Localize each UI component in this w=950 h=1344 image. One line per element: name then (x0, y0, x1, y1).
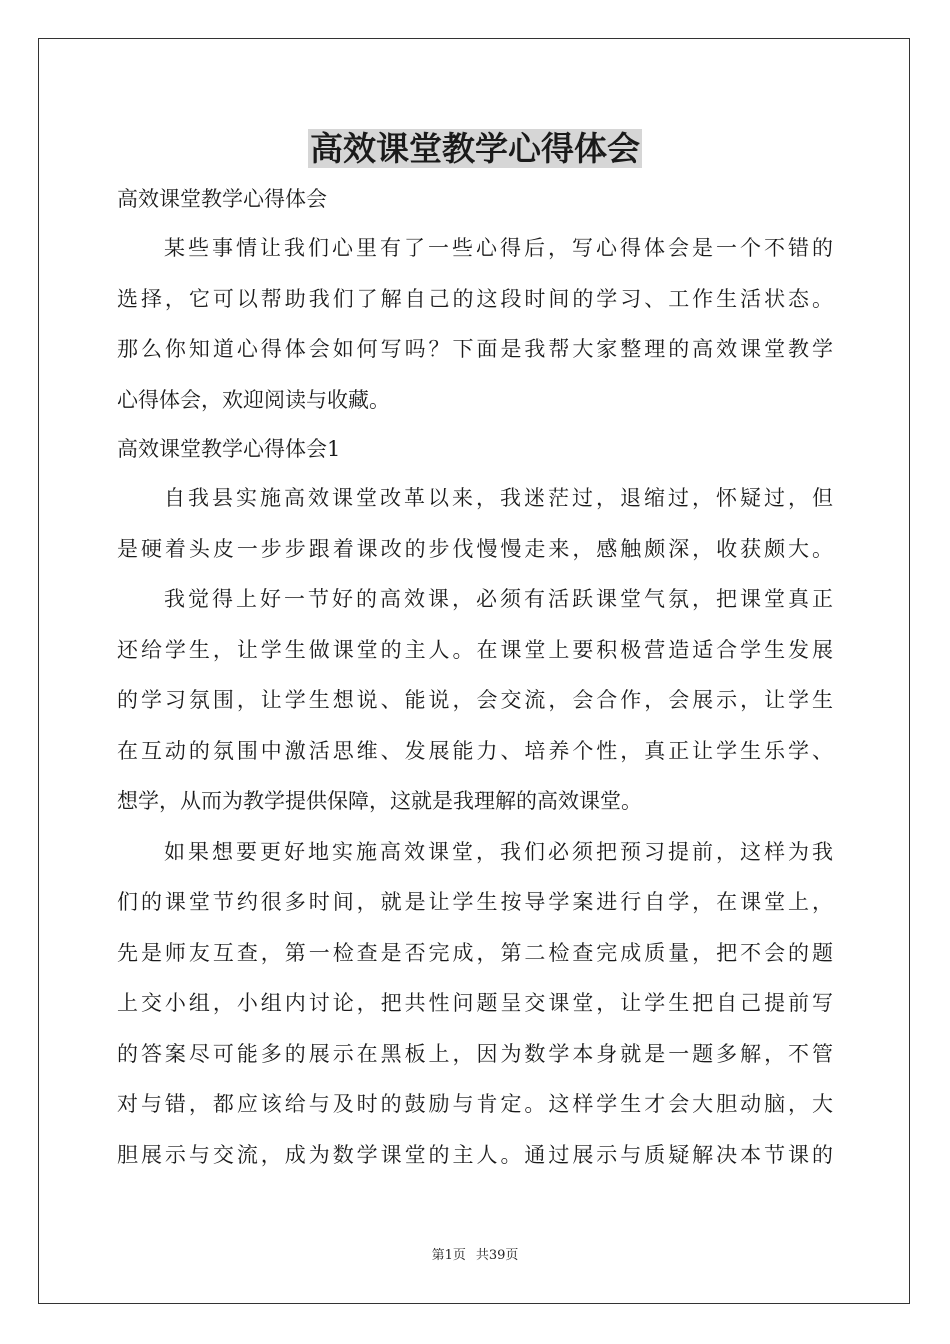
paragraph-line: 们的课堂节约很多时间，就是让学生按导学案进行自学，在课堂上， (117, 890, 833, 914)
page-footer (0, 1248, 950, 1264)
paragraph-line: 自我县实施高效课堂改革以来，我迷茫过，退缩过，怀疑过，但 (164, 486, 833, 510)
paragraph-line: 还给学生，让学生做课堂的主人。在课堂上要积极营造适合学生发展 (117, 637, 833, 662)
paragraph-line: 我觉得上好一节好的高效课，必须有活跃课堂气氛，把课堂真正 (164, 587, 833, 611)
intro-line: 心得体会，欢迎阅读与收藏。 (117, 387, 390, 412)
paragraph-line: 如果想要更好地实施高效课堂，我们必须把预习提前，这样为我 (164, 839, 833, 864)
intro-line: 那么你知道心得体会如何写吗？下面是我帮大家整理的高效课堂教学 (117, 337, 833, 361)
page-total: 共39页 (475, 1248, 519, 1263)
paragraph-line: 先是师友互查，第一检查是否完成，第二检查完成质量，把不会的题 (117, 940, 833, 965)
paragraph-line: 是硬着头皮一步步跟着课改的步伐慢慢走来，感触颇深，收获颇大。 (117, 536, 833, 561)
document-body (117, 175, 833, 1180)
paragraph-line: 想学，从而为教学提供保障，这就是我理解的高效课堂。 (117, 789, 642, 813)
document-title-text: 高效课堂教学心得体会 (310, 129, 640, 168)
page-number: 第1页 (431, 1248, 466, 1263)
intro-line: 某些事情让我们心里有了一些心得后，写心得体会是一个不错的 (164, 236, 833, 260)
paragraph-line: 胆展示与交流，成为数学课堂的主人。通过展示与质疑解决本节课的 (117, 1142, 833, 1167)
subtitle: 高效课堂教学心得体会 (117, 187, 327, 211)
paragraph-line: 的答案尽可能多的展示在黑板上，因为数学本身就是一题多解，不管 (117, 1041, 833, 1066)
document-title (0, 128, 950, 170)
paragraph-line: 的学习氛围，让学生想说、能说，会交流，会合作，会展示，让学生 (117, 688, 833, 712)
paragraph-line: 对与错，都应该给与及时的鼓励与肯定。这样学生才会大胆动脑，大 (117, 1092, 833, 1116)
paragraph-line: 在互动的氛围中激活思维、发展能力、培养个性，真正让学生乐学、 (117, 738, 833, 763)
section-heading: 高效课堂教学心得体会1 (117, 437, 341, 461)
paragraph-line: 上交小组，小组内讨论，把共性问题呈交课堂，让学生把自己提前写 (117, 991, 833, 1015)
intro-line: 选择，它可以帮助我们了解自己的这段时间的学习、工作生活状态。 (117, 286, 833, 311)
